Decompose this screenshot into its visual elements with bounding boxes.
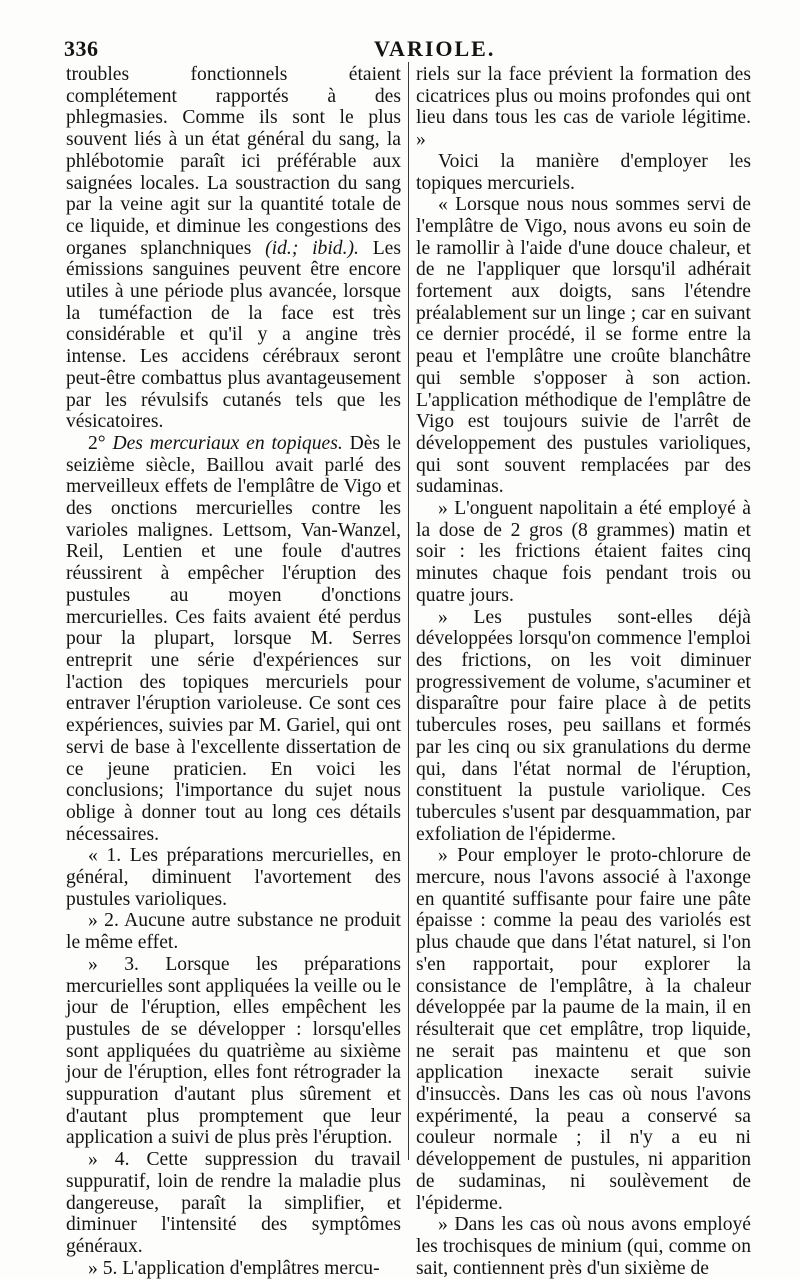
paragraph: » 5. L'application d'emplâtres mercu-	[88, 1257, 380, 1279]
paragraph: « 1. Les préparations mercurielles, en général, diminuent l'avortement des pustules varioliques.	[66, 845, 401, 910]
paragraph: riels sur la face prévient la formation des cicatrices plus ou moins profondes qui ont lieu dans tous les cas de variole légitime. »	[416, 64, 751, 151]
column-divider	[408, 62, 409, 1160]
section-number: 2°	[88, 432, 113, 454]
paragraph-text: troubles fonctionnels étaient complétement rapportés à des phlegmasies. Comme ils sont le plus souvent liés à un état général du sang, la phlébotomie paraît ici préférable aux saignées locales. La soustraction du sang par la veine agit sur la quantité totale de ce liquide, et diminue les congestions des organes splanchniques	[66, 64, 401, 259]
left-column	[66, 64, 401, 1279]
right-column	[416, 64, 751, 1279]
paragraph-text: Dès le seizième siècle, Baillou avait parlé des merveilleux effets de l'emplâtre de Vigo et des onctions mercurielles contre les varioles malignes. Lettsom, Van-Wanzel, Reil, Lentien et une foule d'autres réussirent à empêcher l'éruption des pustules au moyen d'onctions mercurielles. Ces faits avaient été perdus pour la plupart, lorsque M. Serres entreprit une série d'expériences sur l'action des topiques mercuriels pour entraver l'éruption varioleuse. Ce sont ces expériences, suivies par M. Gariel, qui ont servi de base à l'excellente dissertation de ce jeune praticien. En voici les conclusions; l'importance du sujet nous oblige à donner tout au long ces détails nécessaires.	[66, 432, 401, 845]
page-number: 336	[64, 36, 99, 61]
paragraph: Voici la manière d'employer les topiques mercuriels.	[416, 150, 751, 194]
section-heading: Des mercuriaux en topiques.	[112, 432, 343, 454]
page-header	[64, 30, 754, 64]
section-paragraph	[66, 433, 401, 845]
running-title: VARIOLE.	[374, 36, 496, 61]
paragraph: » L'onguent napolitain a été employé à la dose de 2 gros (8 grammes) matin et soir : les frictions étaient faites cinq minutes chaque fois pendant trois ou quatre jours.	[416, 498, 751, 606]
paragraph: » Les pustules sont-elles déjà développées lorsqu'on commence l'emploi des frictions, on les voit diminuer progressivement de volume, s'acuminer et disparaître pour faire place à de petits tubercules roses, peu saillans et formés par les cinq ou six granulations du derme qui, dans l'état normal de l'éruption, constituent la pustule variolique. Ces tubercules s'usent par desquammation, par exfoliation de l'épiderme.	[416, 606, 751, 845]
paragraph: » 3. Lorsque les préparations mercurielles sont appliquées la veille ou le jour de l'éruption, elles empêchent les pustules de se développer : lorsqu'elles sont appliquées du quatrième au sixième jour de l'éruption, elles font rétrograder la suppuration d'autant plus sûrement et d'autant plus promptement que leur application a suivi de plus près l'éruption.	[66, 953, 401, 1149]
paragraph: » Pour employer le proto-chlorure de mercure, nous l'avons associé à l'axonge en quantité suffisante pour faire une pâte épaisse : comme la peau des variolés est plus chaude que dans l'état naturel, si l'on s'en rapportait, pour explorer la consistance de l'emplâtre, à la chaleur développée par la paume de la main, il en résulterait que cet emplâtre, trop liquide, ne serait pas maintenu et que son application inexacte serait suivie d'insuccès. Dans les cas où nous l'avons expérimenté, la peau a conservé sa couleur normale ; il n'y a eu ni développement de pustules, ni apparition de sudaminas, ni soulèvement de l'épiderme.	[416, 845, 751, 1214]
paragraph: » Dans les cas où nous avons employé les trochisques de minium (qui, comme on sait, contiennent près d'un sixième de	[416, 1214, 751, 1279]
paragraph-text: Les émissions sanguines peuvent être encore utiles à une période plus avancée, lorsque la tuméfaction de la face est très considérable et qu'il y a angine très intense. Les accidens cérébraux seront peut-être combattus plus avantageusement par les révulsifs cutanés tels que les vésicatoires.	[66, 237, 401, 433]
paragraph	[66, 64, 401, 433]
paragraph: » 2. Aucune autre substance ne produit le même effet.	[66, 910, 401, 954]
paragraph: » 4. Cette suppression du travail suppuratif, loin de rendre la maladie plus dangereuse, paraît la simplifier, et diminuer l'intensité des symptômes généraux.	[66, 1149, 401, 1257]
citation: (id.; ibid.).	[265, 237, 359, 259]
paragraph: « Lorsque nous nous sommes servi de l'emplâtre de Vigo, nous avons eu soin de le ramollir à l'aide d'une douce chaleur, et de ne l'appliquer que lorsqu'il adhérait fortement aux doigts, sans l'étendre préalablement sur un linge ; car en suivant ce dernier procédé, il se forme entre la peau et l'emplâtre une croûte blanchâtre qui semble s'opposer à son action. L'application méthodique de l'emplâtre de Vigo est toujours suivie de l'arrêt de développement des pustules varioliques, qui sont souvent remplacées par des sudaminas.	[416, 194, 751, 498]
